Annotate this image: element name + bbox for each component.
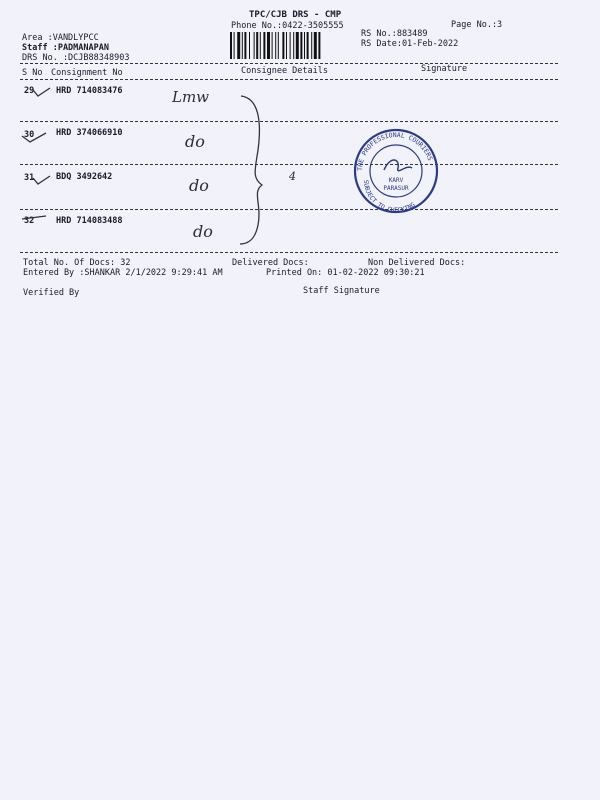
verified-by: Verified By	[23, 288, 80, 298]
col-consignment: Consignment No	[51, 68, 123, 78]
barcode-bar	[278, 32, 279, 59]
svg-text:THE PROFESSIONAL COURIERS	[356, 131, 434, 171]
handwritten-mark: do	[193, 222, 213, 241]
delivered-docs: Delivered Docs:	[232, 258, 309, 268]
barcode-bar	[230, 32, 232, 59]
divider	[20, 79, 558, 80]
margin-mark: 4	[289, 170, 296, 183]
rs-date: RS Date:01-Feb-2022	[361, 39, 459, 49]
barcode-bar	[254, 32, 255, 59]
barcode-bar	[286, 32, 287, 59]
barcode-bar	[311, 32, 312, 59]
col-consignee: Consignee Details	[241, 66, 328, 76]
barcode-bar	[300, 32, 302, 59]
barcode-bar	[260, 32, 261, 59]
stamp-mid-text: KARV	[388, 177, 404, 184]
row-sno: 29	[24, 86, 35, 96]
printed-on: Printed On: 01-02-2022 09:30:21	[266, 268, 425, 278]
non-delivered-docs: Non Delivered Docs:	[368, 258, 466, 268]
barcode-bar	[234, 32, 235, 59]
row-consignment: HRD 714083488	[56, 216, 123, 226]
barcode-bar	[272, 32, 273, 59]
row-sno: 31	[24, 173, 35, 183]
col-sno: S No	[22, 68, 43, 78]
row-divider	[20, 252, 558, 253]
barcode-bar	[256, 32, 258, 59]
barcode-bar	[237, 32, 240, 59]
row-sno: 30	[24, 130, 35, 140]
barcode-bar	[290, 32, 291, 59]
row-divider	[20, 209, 558, 210]
barcode-bar	[304, 32, 305, 59]
row-divider	[20, 164, 558, 165]
entered-by: Entered By :SHANKAR 2/1/2022 9:29:41 AM	[23, 268, 223, 278]
stamp-location: PARASUR	[383, 185, 409, 192]
barcode-bar	[249, 32, 250, 59]
document-title: TPC/CJB DRS - CMP	[249, 10, 342, 20]
row-sno: 32	[24, 216, 35, 226]
row-consignment: HRD 714083476	[56, 86, 123, 96]
total-docs: Total No. Of Docs: 32	[23, 258, 131, 268]
drs-number: DRS No. :DCJB88348903	[22, 53, 130, 63]
phone-number: Phone No.:0422-3505555	[231, 21, 344, 31]
check-icon	[33, 176, 50, 184]
col-signature: Signature	[421, 64, 468, 74]
stamp-bottom-text: SUBJECT TO CHECKING	[361, 179, 417, 214]
barcode-bar	[244, 32, 246, 59]
divider	[20, 63, 558, 64]
check-icon	[33, 88, 50, 96]
area-label: Area :VANDLYPCC	[22, 33, 99, 43]
stamp-top-text: THE PROFESSIONAL COURIERS	[355, 130, 435, 172]
barcode-bar	[307, 32, 309, 59]
barcode-bar	[267, 32, 270, 59]
barcode-bar	[293, 32, 294, 59]
handwritten-mark: do	[185, 132, 205, 151]
barcode-bar	[275, 32, 276, 59]
barcode-bar	[314, 32, 317, 59]
staff-label: Staff :PADMANAPAN	[22, 43, 109, 53]
company-stamp	[348, 128, 444, 214]
barcode-bar	[296, 32, 299, 59]
bracket-brace	[240, 96, 262, 244]
barcode-bar	[242, 32, 243, 59]
barcode-bar	[318, 32, 320, 59]
handwritten-mark: do	[189, 176, 209, 195]
row-consignment: HRD 374066910	[56, 128, 123, 138]
rs-number: RS No.:883489	[361, 29, 428, 39]
row-consignment: BDQ 3492642	[56, 172, 113, 182]
barcode-bar	[263, 32, 265, 59]
row-divider	[20, 121, 558, 122]
barcode	[229, 32, 357, 60]
barcode-bar	[282, 32, 284, 59]
handwritten-mark: Lmw	[172, 88, 210, 106]
page-number: Page No.:3	[451, 20, 503, 30]
signature-scribble	[384, 160, 412, 171]
staff-signature: Staff Signature	[303, 286, 380, 296]
